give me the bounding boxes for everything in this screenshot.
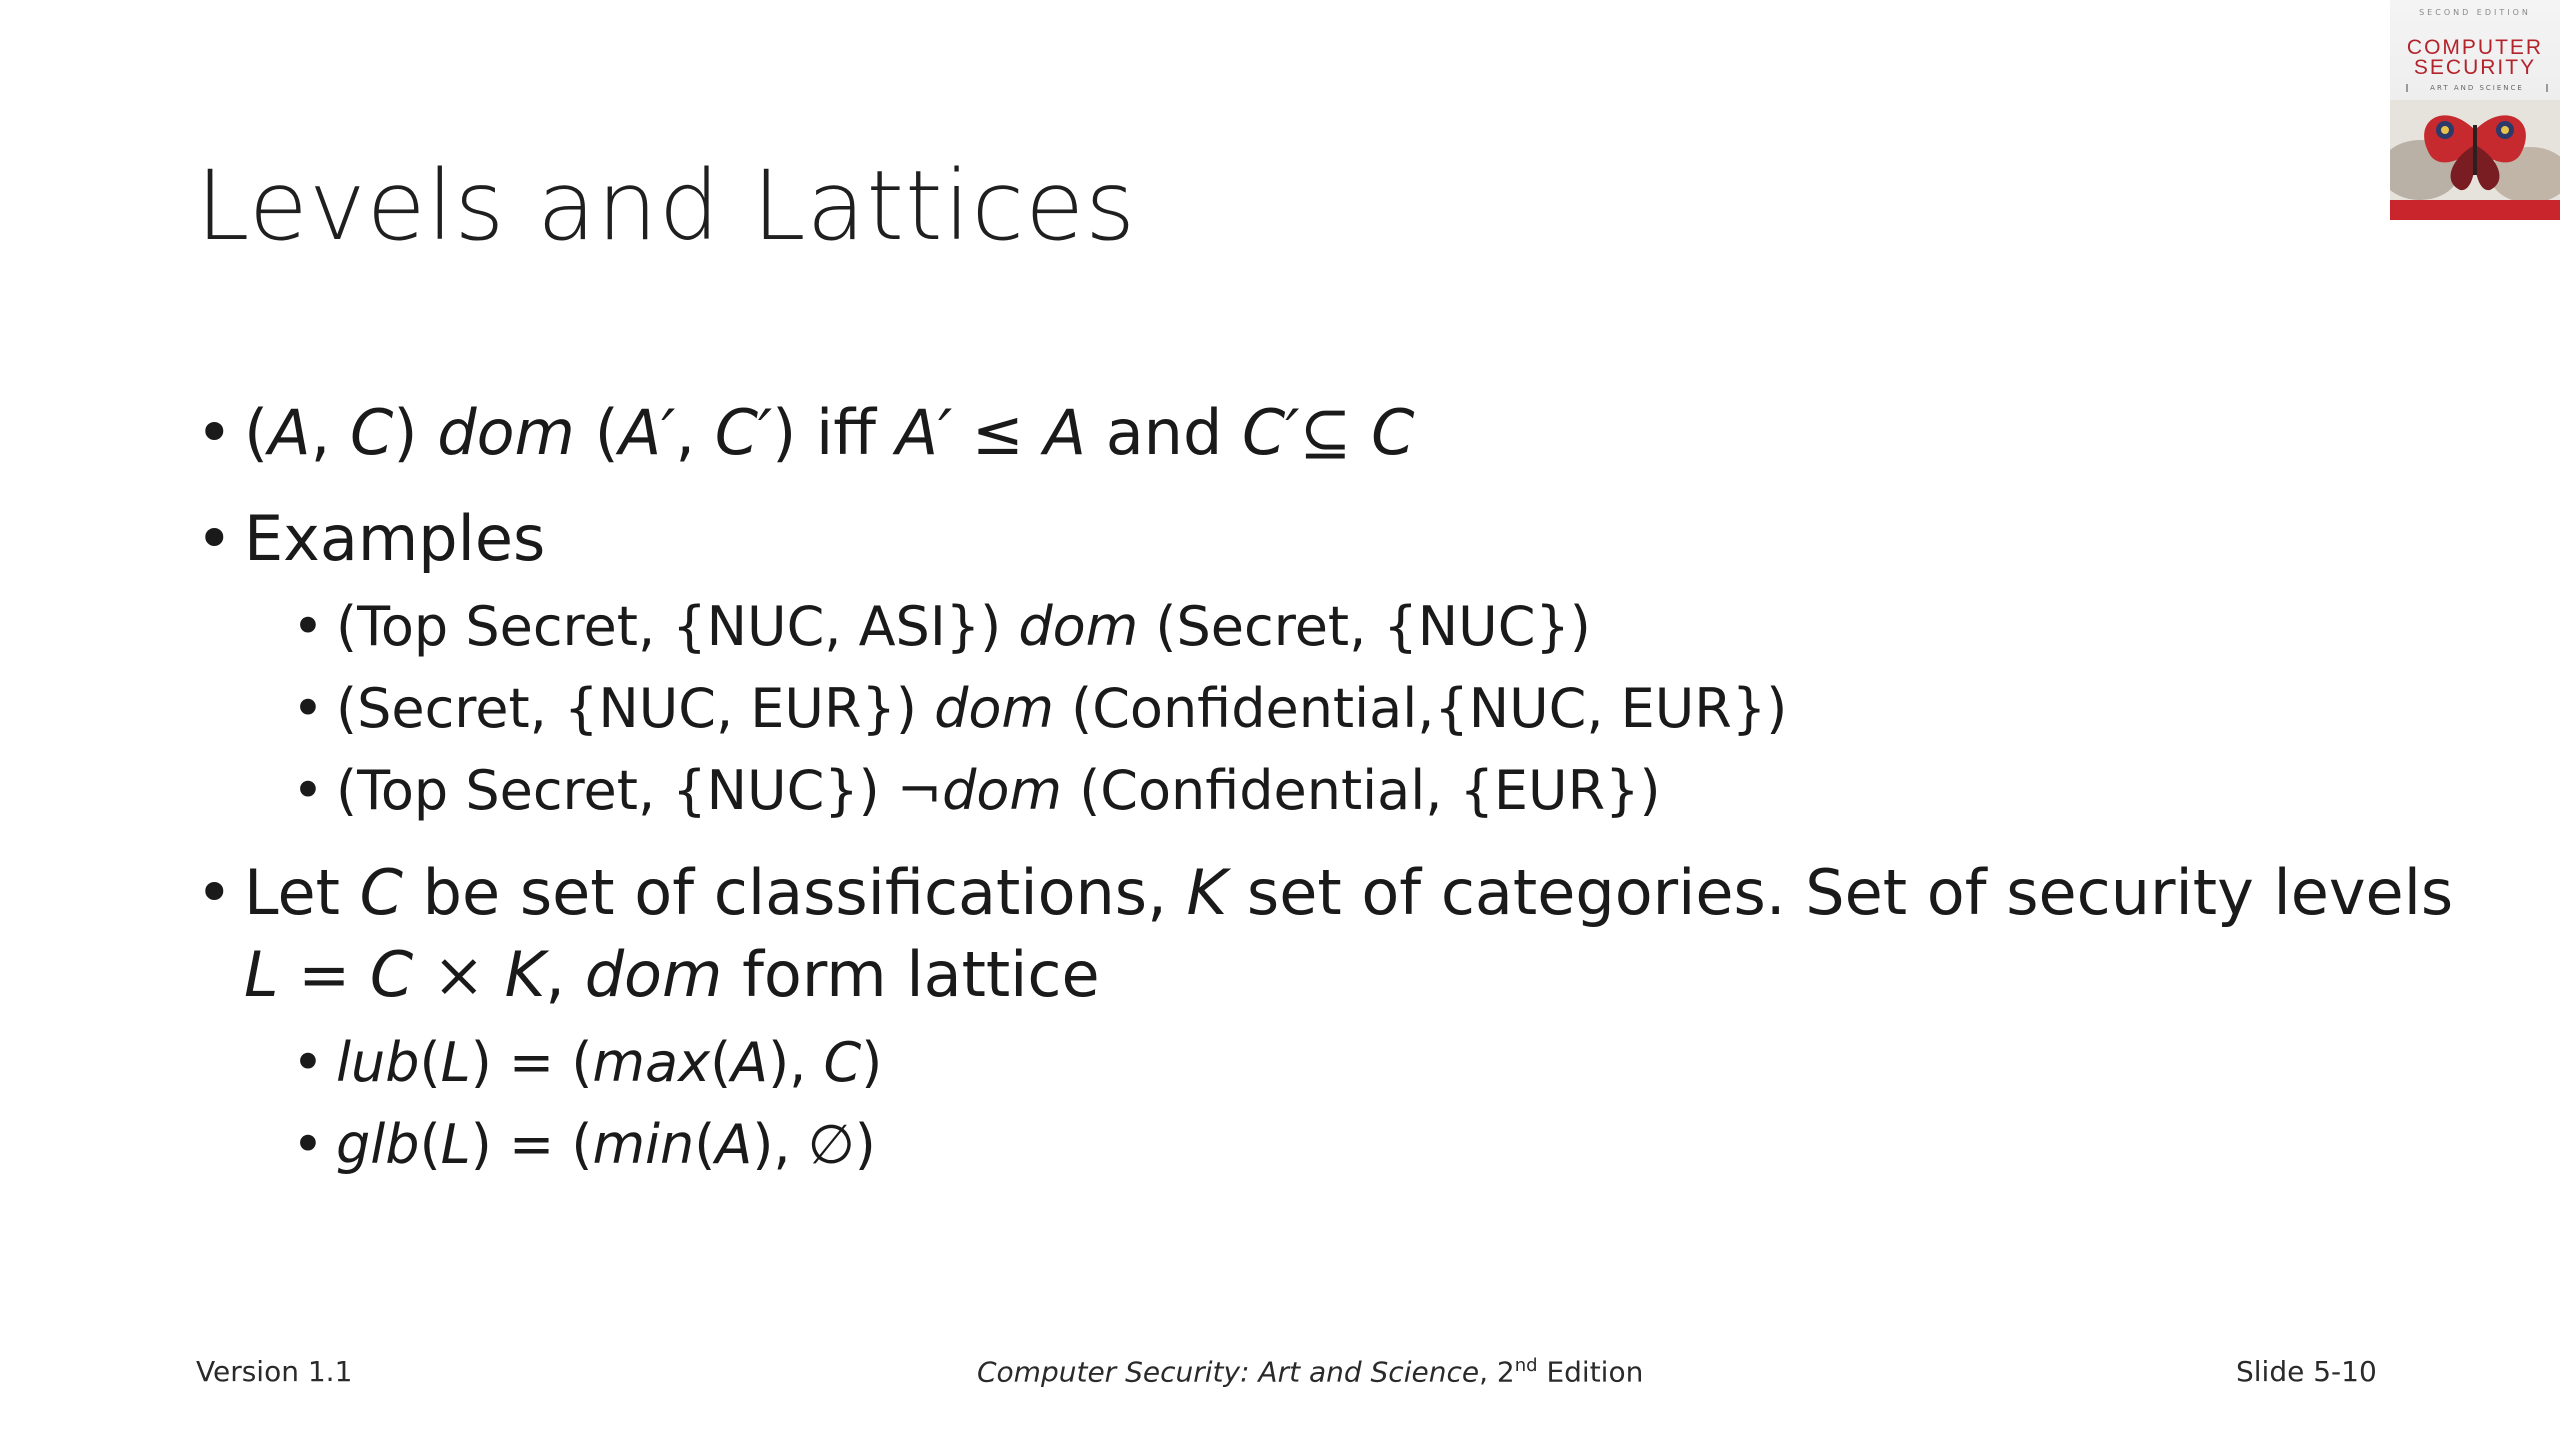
bullet-marker: • [292,1113,324,1176]
butterfly-illustration [2390,100,2560,200]
examples-label: Examples [244,502,546,575]
footer-book-title: Computer Security: Art and Science, 2nd Edition [977,1355,1644,1389]
bullet-marker: • [292,595,324,658]
bullet-marker: • [292,1031,324,1094]
cover-red-band [2390,200,2560,220]
dom-definition-text: (A, C) dom (A′, C′) iff A′ ≤ A and C′⊆ C [244,396,1415,469]
bullet-marker: • [292,677,324,740]
cover-edition-label: SECOND EDITION [2419,8,2531,17]
cover-title-line1: COMPUTER [2406,36,2544,59]
book-cover-thumbnail [2390,0,2560,220]
footer-slide-number: Slide 5-10 [2236,1355,2377,1388]
bullet-marker: • [196,502,233,575]
slide-title: Levels and Lattices [196,150,1137,262]
lattice-line1: Let C be set of classifications, K set of categories. Set of security levels [244,856,2454,929]
cover-title-line2: SECURITY [2413,56,2537,79]
footer-version: Version 1.1 [196,1355,353,1388]
cover-subtitle: ART AND SCIENCE [2406,84,2548,92]
lattice-line2: L = C × K, dom form lattice [244,938,1100,1011]
bullet-marker: • [292,759,324,822]
bullet-marker: • [196,856,233,929]
slide: Levels and Lattices SECOND EDITION COMPUTER SECURITY ART AND SCIENCE • (A, C) dom (A′, C′) iff A′ ≤ A and C′⊆ C • Examples • (Top Secret, {NUC, ASI}) dom (Secret, {NUC}) • (Secret, {NUC, EUR}) dom (Confidential,{NUC, EUR}) • (Top Secret, {NUC}) ¬dom (Confidential, {EUR}) • Let C be set of classifications, K set of categories. Set of security levels L = C × K, dom form lattice • lub(L) = (max(A), C) • glb(L) = (min(A), ∅) Version 1.1 Computer Security: Art and Science, 2nd Edition Slide 5-10 [0,0,2560,1440]
bullet-marker: • [196,396,233,469]
